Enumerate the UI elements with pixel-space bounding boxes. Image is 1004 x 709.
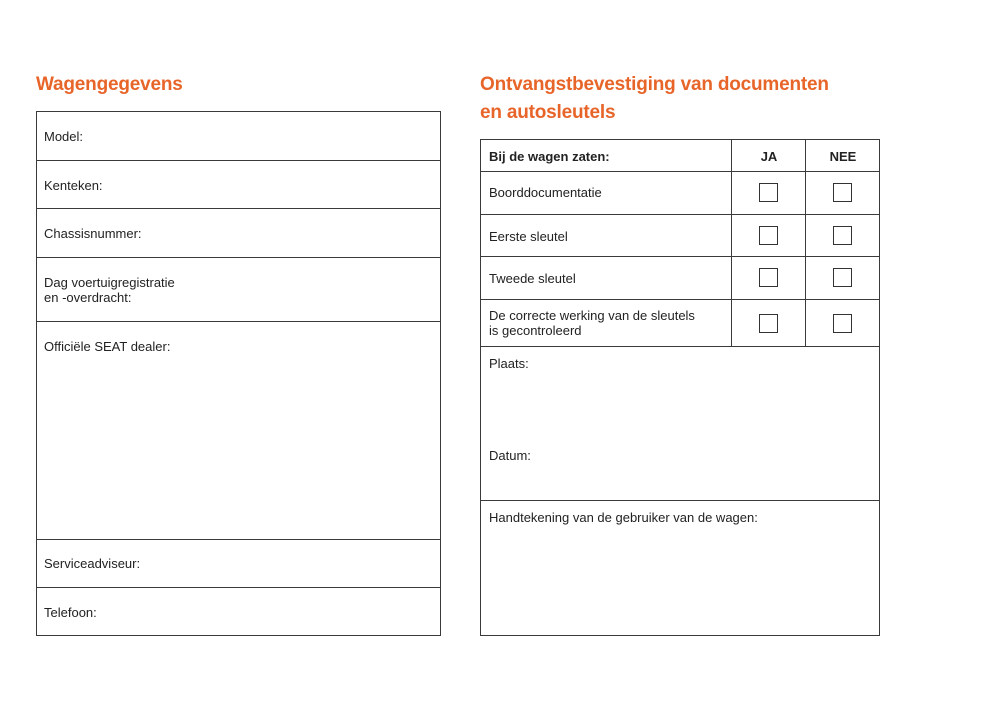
table-row bbox=[481, 300, 879, 347]
signature-field[interactable] bbox=[481, 501, 879, 635]
table-header-row bbox=[481, 140, 879, 172]
table-header-label: Bij de wagen zaten: bbox=[489, 149, 610, 164]
chassis-number-label: Chassisnummer: bbox=[44, 226, 142, 241]
registration-date-label: Dag voertuigregistratie en -overdracht: bbox=[44, 275, 175, 305]
model-field[interactable] bbox=[37, 112, 440, 161]
table-row bbox=[481, 257, 879, 300]
table-row bbox=[481, 215, 879, 257]
first-key-label: Eerste sleutel bbox=[489, 229, 568, 244]
service-advisor-field[interactable] bbox=[37, 540, 440, 588]
yes-column-header: JA bbox=[760, 149, 778, 164]
first-key-yes-checkbox[interactable] bbox=[759, 226, 778, 245]
onboard-documentation-no-checkbox[interactable] bbox=[833, 183, 852, 202]
no-column-header: NEE bbox=[829, 149, 857, 164]
phone-label: Telefoon: bbox=[44, 605, 97, 620]
phone-field[interactable] bbox=[37, 588, 440, 635]
license-plate-field[interactable] bbox=[37, 161, 440, 209]
service-advisor-label: Serviceadviseur: bbox=[44, 556, 141, 571]
official-dealer-label: Officiële SEAT dealer: bbox=[44, 339, 171, 354]
chassis-number-field[interactable] bbox=[37, 209, 440, 258]
license-plate-label: Kenteken: bbox=[44, 178, 103, 193]
key-function-no-checkbox[interactable] bbox=[833, 314, 852, 333]
no-column-divider bbox=[805, 140, 806, 347]
onboard-documentation-label: Boorddocumentatie bbox=[489, 185, 602, 200]
place-label: Plaats: bbox=[489, 356, 529, 371]
vehicle-data-form bbox=[36, 111, 441, 636]
signature-label: Handtekening van de gebruiker van de wagen: bbox=[489, 510, 758, 525]
vehicle-data-title: Wagengegevens bbox=[36, 74, 183, 95]
receipt-confirmation-title: Ontvangstbevestiging van documenten en autosleutels bbox=[480, 74, 829, 123]
onboard-documentation-yes-checkbox[interactable] bbox=[759, 183, 778, 202]
table-row bbox=[481, 172, 879, 215]
key-function-yes-checkbox[interactable] bbox=[759, 314, 778, 333]
receipt-confirmation-form bbox=[480, 139, 880, 636]
second-key-yes-checkbox[interactable] bbox=[759, 268, 778, 287]
yes-column-divider bbox=[731, 140, 732, 347]
registration-date-field[interactable] bbox=[37, 258, 440, 322]
model-label: Model: bbox=[44, 129, 84, 144]
place-date-field[interactable] bbox=[481, 347, 879, 501]
first-key-no-checkbox[interactable] bbox=[833, 226, 852, 245]
official-dealer-field[interactable] bbox=[37, 322, 440, 540]
second-key-no-checkbox[interactable] bbox=[833, 268, 852, 287]
second-key-label: Tweede sleutel bbox=[489, 271, 576, 286]
key-function-checked-label: De correcte werking van de sleutels is gecontroleerd bbox=[489, 308, 695, 338]
date-label: Datum: bbox=[489, 448, 531, 463]
